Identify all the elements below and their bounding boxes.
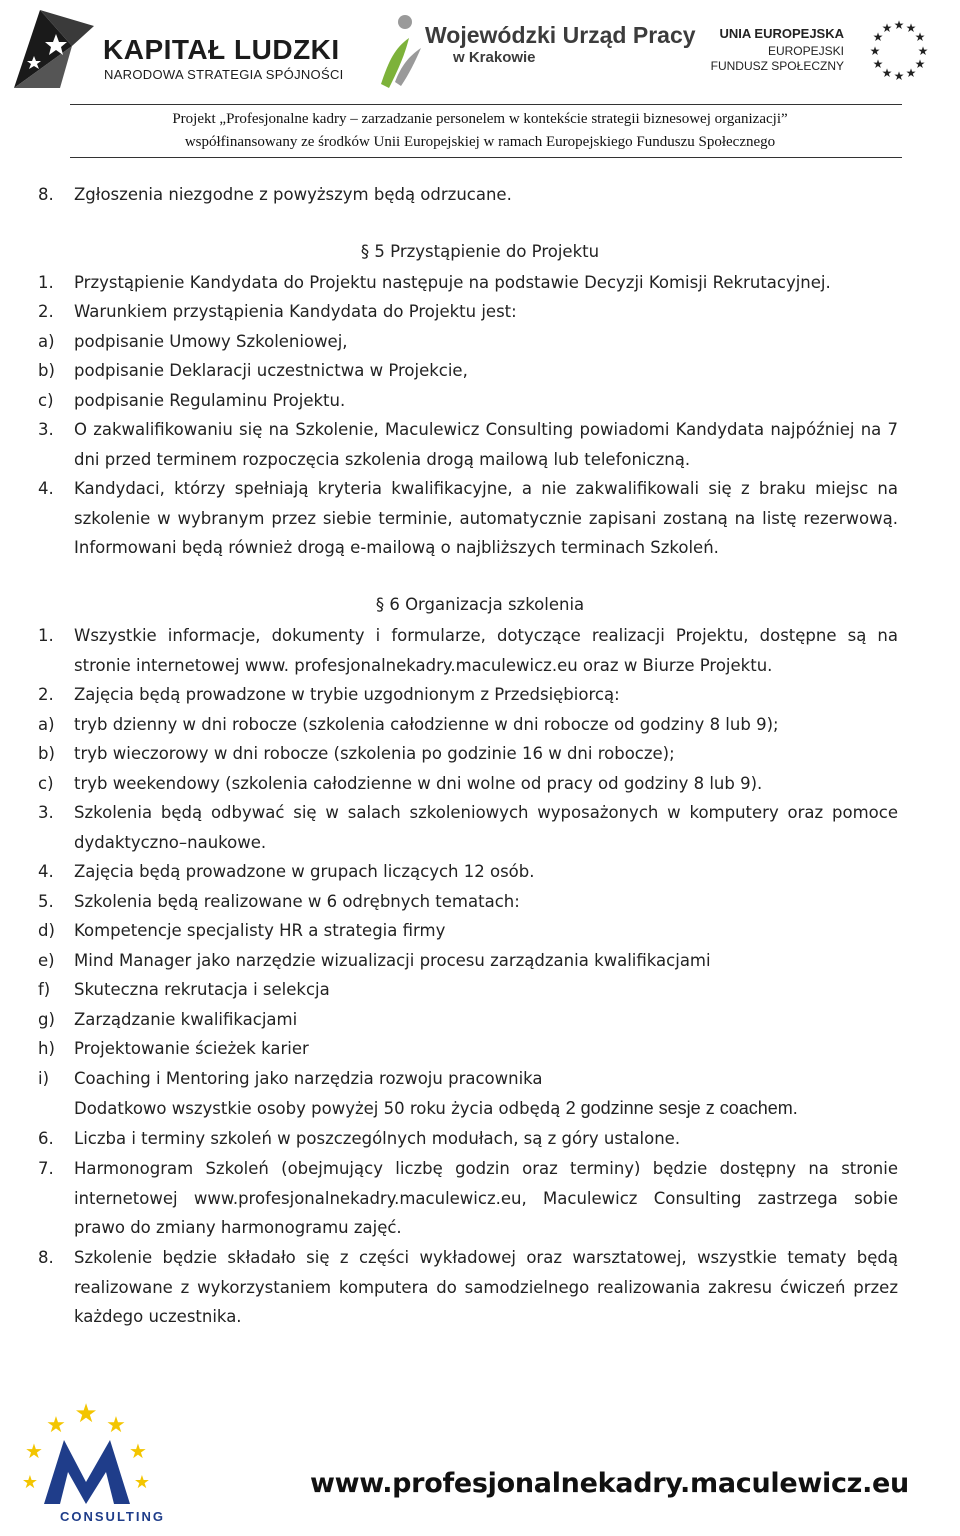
list-item — [38, 857, 898, 887]
list-letter: d) — [38, 921, 55, 940]
list-item — [38, 1034, 898, 1064]
svg-text:★: ★ — [905, 21, 917, 35]
list-number: 1. — [38, 626, 54, 645]
svg-text:★: ★ — [129, 1439, 147, 1463]
eu-stars-icon — [866, 18, 932, 84]
list-item — [38, 268, 898, 298]
svg-text:★: ★ — [133, 1472, 151, 1493]
svg-text:★: ★ — [917, 44, 929, 58]
list-letter: f) — [38, 980, 51, 999]
svg-text:★: ★ — [74, 1400, 98, 1429]
consulting-label: CONSULTING — [60, 1509, 165, 1524]
svg-text:★: ★ — [881, 21, 893, 35]
list-number: 8. — [38, 1248, 54, 1267]
eu-line-2: EUROPEJSKI — [767, 44, 844, 58]
list-letter: h) — [38, 1039, 55, 1058]
wup-subtitle: w Krakowie — [453, 49, 536, 66]
list-number: 6. — [38, 1129, 54, 1148]
kapital-ludzki-subtitle: NARODOWA STRATEGIA SPÓJNOŚCI — [104, 67, 344, 82]
list-text: Mind Manager jako narzędzie wizualizacji procesu zarządzania kwalifikacjami — [74, 951, 711, 970]
list-item — [38, 474, 898, 563]
list-letter: e) — [38, 951, 55, 970]
list-text: Kompetencje specjalisty HR a strategia firmy — [74, 921, 446, 940]
svg-text:★: ★ — [905, 66, 917, 80]
kapital-ludzki-title: KAPITAŁ LUDZKI — [103, 34, 340, 65]
svg-text:★: ★ — [881, 66, 893, 80]
list-item — [38, 327, 898, 357]
svg-text:★: ★ — [893, 18, 905, 32]
list-text: Coaching i Mentoring jako narzędzia rozwoju pracownika — [74, 1069, 543, 1088]
list-text: Szkolenia będą realizowane w 6 odrębnych tematach: — [74, 892, 520, 911]
list-item — [38, 386, 898, 416]
list-item — [38, 769, 898, 799]
list-letter: a) — [38, 715, 55, 734]
list-letter: b) — [38, 744, 55, 763]
list-item — [38, 415, 898, 474]
svg-text:★: ★ — [21, 1472, 39, 1493]
list-text: Zgłoszenia niezgodne z powyższym będą odrzucane. — [74, 185, 512, 204]
svg-text:★: ★ — [25, 1439, 43, 1463]
list-text: Liczba i terminy szkoleń w poszczególnych modułach, są z góry ustalone. — [74, 1129, 681, 1148]
list-text — [74, 1094, 898, 1124]
list-number: 3. — [38, 420, 54, 439]
svg-text:★: ★ — [869, 44, 881, 58]
list-text: tryb weekendowy (szkolenia całodzienne w dni wolne od pracy od godziny 8 lub 9). — [74, 774, 763, 793]
list-number: 3. — [38, 803, 54, 822]
svg-text:★: ★ — [914, 30, 926, 44]
project-funding-line: współfinansowany ze środków Unii Europejskiej w ramach Europejskiego Funduszu Społecznego — [184, 134, 776, 150]
list-item — [38, 1154, 898, 1243]
list-number: 4. — [38, 479, 54, 498]
list-text: O zakwalifikowaniu się na Szkolenie, Maculewicz Consulting powiadomi Kandydata najpóźniej na 7 dni przed terminem rozpoczęcia szkolenia drogą mailową lub telefoniczną. — [74, 420, 898, 469]
list-letter: b) — [38, 361, 55, 380]
list-item — [38, 1094, 898, 1124]
wup-figure-icon — [375, 12, 425, 92]
list-text: Harmonogram Szkoleń (obejmujący liczbę godzin oraz terminy) będzie dostępny na stronie internetowej www.profesjonalnekadry.maculewicz.eu, Maculewicz Consulting zastrzega sobie prawo do zmiany harmonogramu zajęć. — [74, 1159, 898, 1237]
eu-line-1: UNIA EUROPEJSKA — [719, 26, 844, 41]
extra-note-part-2: 2 godzinne sesje z coachem. — [565, 1098, 798, 1118]
list-number: 7. — [38, 1159, 54, 1178]
header-divider-top — [70, 104, 902, 105]
list-item — [38, 975, 898, 1005]
list-item — [38, 946, 898, 976]
list-number: 1. — [38, 273, 54, 292]
list-letter: c) — [38, 774, 54, 793]
list-text: Zajęcia będą prowadzone w trybie uzgodnionym z Przedsiębiorcą: — [74, 685, 620, 704]
svg-text:★: ★ — [106, 1413, 126, 1438]
extra-note-part-1: Dodatkowo wszystkie osoby powyżej 50 roku życia odbędą — [74, 1099, 561, 1118]
list-letter: c) — [38, 391, 54, 410]
list-number: 2. — [38, 685, 54, 704]
footer-website-link[interactable]: www.profesjonalnekadry.maculewicz.eu — [310, 1468, 909, 1499]
list-item — [38, 798, 898, 857]
list-item — [38, 887, 898, 917]
svg-text:★: ★ — [893, 69, 905, 83]
list-item — [38, 1124, 898, 1154]
list-number: 4. — [38, 862, 54, 881]
list-item — [38, 1064, 898, 1094]
list-text: podpisanie Deklaracji uczestnictwa w Projekcie, — [74, 361, 468, 380]
kapital-ludzki-logo — [10, 4, 344, 92]
list-text: podpisanie Umowy Szkoleniowej, — [74, 332, 348, 351]
list-text: Kandydaci, którzy spełniają kryteria kwalifikacyjne, a nie zakwalifikowali się z braku miejsc na szkolenie w wybranym przez siebie terminie, automatycznie zapisani zostaną na listę rezerwową. Informowani będą również drogą e-mailową o najbliższych terminach Szkoleń. — [74, 479, 898, 557]
list-number: 2. — [38, 302, 54, 321]
list-text: Projektowanie ścieżek karier — [74, 1039, 309, 1058]
list-text: tryb dzienny w dni robocze (szkolenia całodzienne w dni robocze od godziny 8 lub 9); — [74, 715, 779, 734]
svg-text:★: ★ — [872, 30, 884, 44]
list-item — [38, 356, 898, 386]
section-5-heading: § 5 Przystąpienie do Projektu — [360, 242, 600, 261]
list-text: podpisanie Regulaminu Projektu. — [74, 391, 346, 410]
svg-text:★: ★ — [914, 57, 926, 71]
list-text: Szkolenia będą odbywać się w salach szkoleniowych wyposażonych w komputery oraz pomoce dydaktyczno–naukowe. — [74, 803, 898, 852]
header-divider-bottom — [70, 157, 902, 158]
list-item — [38, 1005, 898, 1035]
list-item — [38, 1243, 898, 1332]
wup-title: Wojewódzki Urząd Pracy — [425, 22, 696, 48]
kapital-ludzki-emblem-icon — [10, 6, 94, 90]
list-text: Szkolenie będzie składało się z części wykładowej oraz warsztatowej, wszystkie tematy będą realizowane z wykorzystaniem komputera do samodzielnego realizowania zakresu ćwiczeń przez każdego uczestnika. — [74, 1248, 898, 1326]
list-item — [38, 739, 898, 769]
eu-logo — [712, 14, 932, 84]
section-6-heading: § 6 Organizacja szkolenia — [375, 595, 585, 614]
list-letter: i) — [38, 1069, 50, 1088]
list-number: 8. — [38, 185, 54, 204]
list-text: tryb wieczorowy w dni robocze (szkolenia po godzinie 16 w dni robocze); — [74, 744, 675, 763]
list-item — [38, 621, 898, 680]
svg-text:★: ★ — [872, 57, 884, 71]
list-letter: g) — [38, 1010, 55, 1029]
list-item — [38, 916, 898, 946]
list-item — [38, 180, 898, 210]
maculewicz-m-stars-icon — [14, 1400, 164, 1510]
list-number: 5. — [38, 892, 54, 911]
project-title-line: Projekt „Profesjonalne kadry – zarzadzanie personelem w kontekście strategii biznesowej organizacji” — [172, 111, 788, 127]
list-item — [38, 710, 898, 740]
svg-text:★: ★ — [46, 1413, 66, 1438]
list-item — [38, 680, 898, 710]
list-text: Skuteczna rekrutacja i selekcja — [74, 980, 330, 999]
list-text: Zajęcia będą prowadzone w grupach liczących 12 osób. — [74, 862, 535, 881]
wup-logo — [375, 8, 696, 96]
list-text: Przystąpienie Kandydata do Projektu następuje na podstawie Decyzji Komisji Rekrutacyjnej. — [74, 273, 831, 292]
maculewicz-consulting-logo — [14, 1400, 164, 1530]
list-text: Wszystkie informacje, dokumenty i formularze, dotyczące realizacji Projektu, dostępne są na stronie internetowej www. profesjonalnekadry.maculewicz.eu oraz w Biurze Projektu. — [74, 626, 898, 675]
list-text: Warunkiem przystąpienia Kandydata do Projektu jest: — [74, 302, 517, 321]
list-text: Zarządzanie kwalifikacjami — [74, 1010, 298, 1029]
list-letter: a) — [38, 332, 55, 351]
eu-line-3: FUNDUSZ SPOŁECZNY — [710, 59, 844, 73]
list-item — [38, 297, 898, 327]
